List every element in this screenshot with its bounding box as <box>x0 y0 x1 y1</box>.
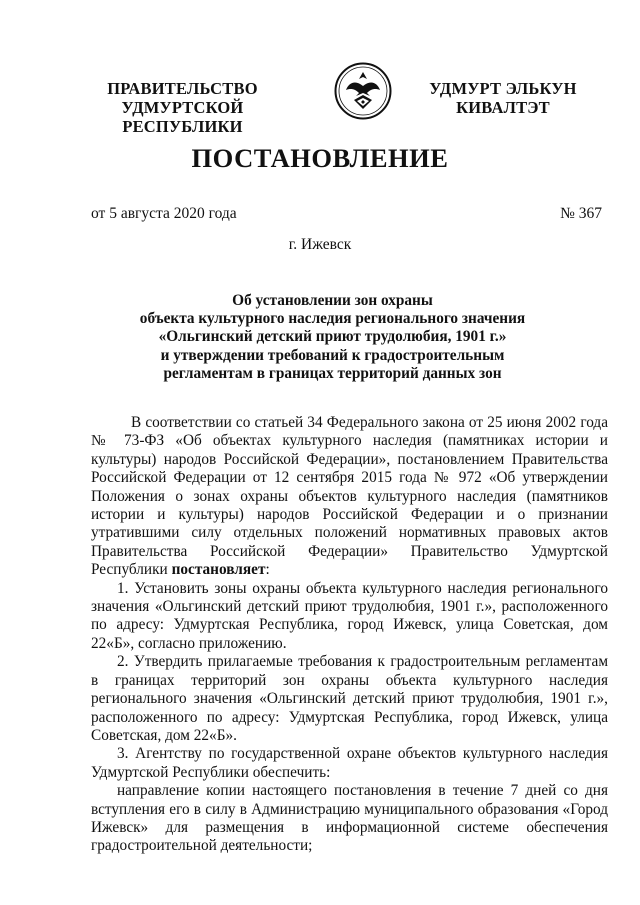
preamble-text: В соответствии со статьей 34 Федерального закона от 25 июня 2002 года № 73-ФЗ «Об объектах культурного наследия (памятниках истории и культуры) народов Российской Федерации», постановлением Правительства Российской Федерации от 12 сентября 2015 года № 972 «Об утверждении Положения о зонах охраны объектов культурного наследия (памятников истории и культуры) народов Российской Федерации и о признании утратившими силу отдельных положений нормативных правовых актов Правительства Российской Федерации» Правительство Удмуртской Республики <box>91 414 608 579</box>
org-name-russian-line2: УДМУРТСКОЙ РЕСПУБЛИКИ <box>121 98 244 136</box>
item-3-paragraph: 3. Агентству по государственной охране объектов культурного наследия Удмуртской Республики обеспечить: <box>91 745 608 781</box>
document-body <box>91 414 608 856</box>
resolves-word: постановляет <box>171 561 266 579</box>
subject-line: регламентам в границах территорий данных зон <box>163 364 502 382</box>
document-city: г. Ижевск <box>288 236 352 253</box>
org-name-udmurt-line1: УДМУРТ ЭЛЬКУН <box>429 79 577 98</box>
org-name-russian <box>60 79 305 136</box>
item-2-paragraph: 2. Утвердить прилагаемые требования к градостроительным регламентам в границах территорий зон охраны объекта культурного наследия регионального значения «Ольгинский детский приют трудолюбия, 1901 г.», расположенного по адресу: Удмуртская Республика, город Ижевск, улица Советская, дом 22«Б». <box>91 653 608 744</box>
subject-line: объекта культурного наследия регионального значения <box>139 310 526 328</box>
item-1-paragraph: 1. Установить зоны охраны объекта культурного наследия регионального значения «Ольгинский детский приют трудолюбия, 1901 г.», расположенного по адресу: Удмуртская Республика, город Ижевск, улица Советская, дом 22«Б», согласно приложению. <box>91 579 608 652</box>
document-date: от 5 августа 2020 года <box>91 205 237 222</box>
item-3-subitem-paragraph: направление копии настоящего постановления в течение 7 дней со дня вступления его в силу в Администрацию муниципального образования «Город Ижевск» для размещения в информационной системе обеспечения градостроительной деятельности; <box>91 782 608 855</box>
document-subject <box>120 292 545 383</box>
subject-line: Об установлении зон охраны <box>232 292 433 309</box>
preamble-paragraph <box>91 414 608 580</box>
document-title: ПОСТАНОВЛЕНИЕ <box>191 143 449 173</box>
subject-line: и утверждении требований к градостроительным <box>160 346 505 364</box>
org-name-udmurt-line2: КИВАЛТЭТ <box>456 98 550 117</box>
org-name-udmurt <box>408 79 598 117</box>
coat-of-arms-icon <box>334 62 392 120</box>
preamble-colon: : <box>265 561 270 579</box>
document-number: № 367 <box>560 205 602 222</box>
subject-line: «Ольгинский детский приют трудолюбия, 1901 г.» <box>158 328 507 346</box>
org-name-russian-line1: ПРАВИТЕЛЬСТВО <box>107 79 258 98</box>
